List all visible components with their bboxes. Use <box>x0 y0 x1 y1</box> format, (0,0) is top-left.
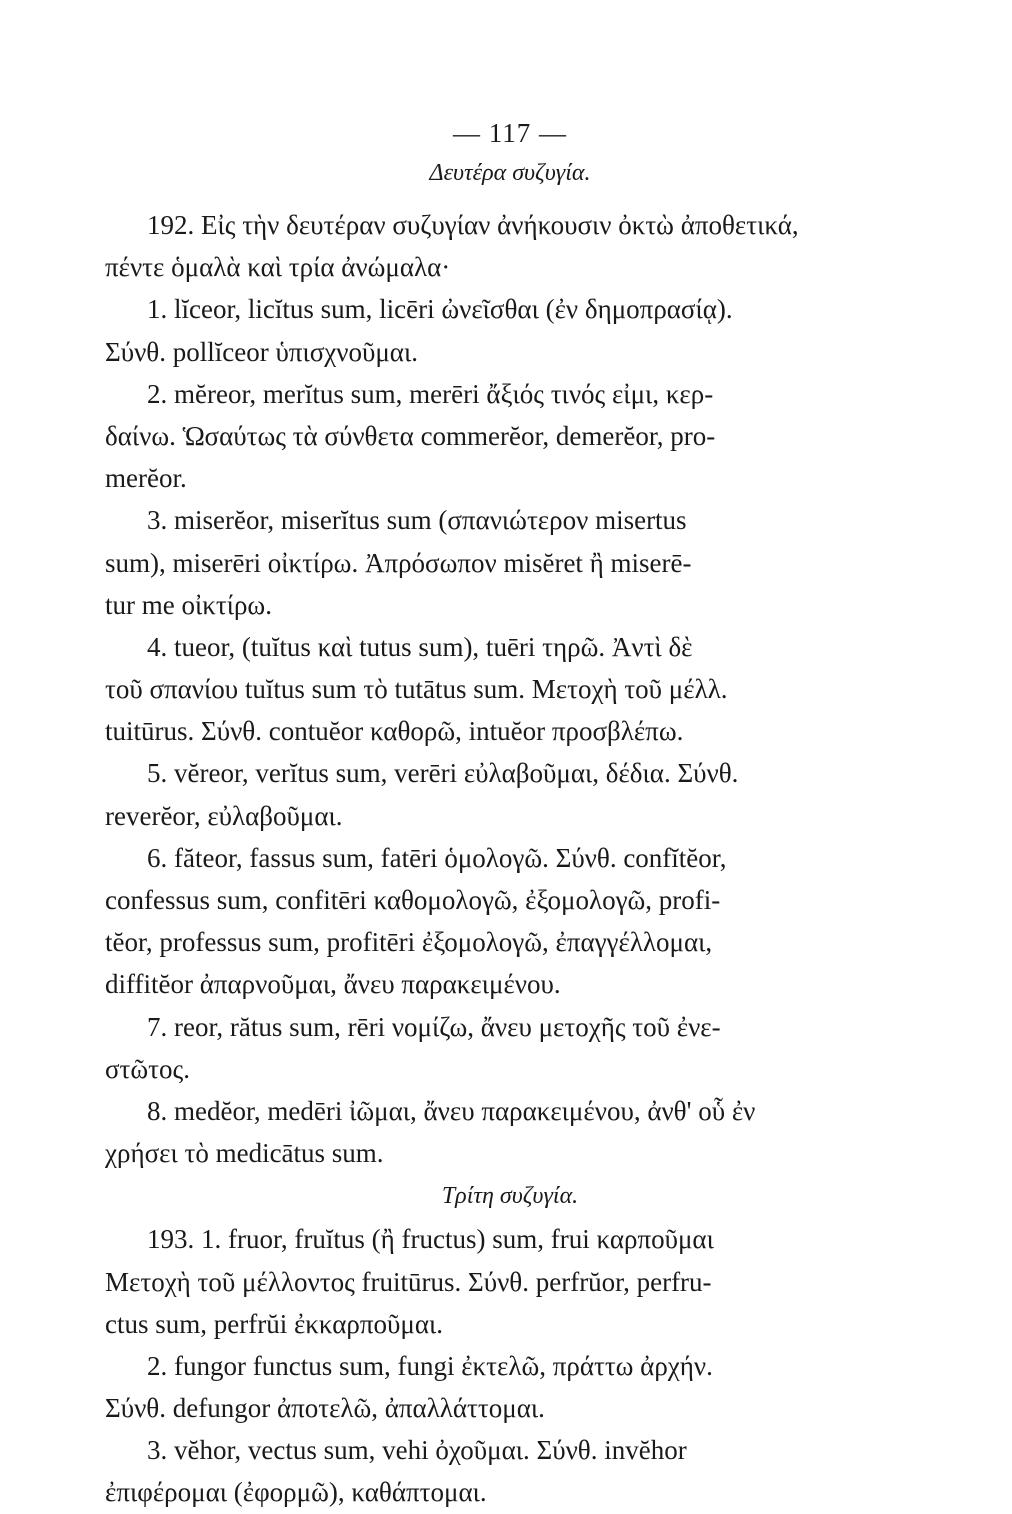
text-line: 193. 1. fruor, fruĭtus (ἢ fructus) sum, frui καρποῦμαι <box>147 1224 714 1255</box>
text-line: Μετοχὴ τοῦ μέλλοντος fruitūrus. Σύνθ. perfrŭor, perfru- <box>105 1266 712 1297</box>
text-line: sum), miserēri οἰκτίρω. Ἀπρόσωπον misĕret ἢ miserē- <box>105 547 692 578</box>
text-line: 2. mĕreor, merĭtus sum, merēri ἄξιός τινός εἰμι, κερ- <box>147 378 714 409</box>
text-line: 2. fungor functus sum, fungi ἐκτελῶ, πράττω ἀρχήν. <box>147 1350 713 1381</box>
text-line: ctus sum, perfrŭi ἐκκαρποῦμαι. <box>105 1308 444 1339</box>
text-line: confessus sum, confitēri καθομολογῶ, ἐξομολογῶ, profi- <box>105 885 721 915</box>
text-line: 5. vĕreor, verĭtus sum, verēri εὐλαβοῦμαι, δέδια. Σύνθ. <box>147 758 739 789</box>
text-line: tur me οἰκτίρω. <box>105 589 272 620</box>
book-page <box>105 118 915 1514</box>
text-line: 4. tueor, (tuĭtus καὶ tutus sum), tuēri τηρῶ. Ἀντὶ δὲ <box>147 631 693 662</box>
text-line: τοῦ σπανίου tuĭtus sum τὸ tutātus sum. Μετοχὴ τοῦ μέλλ. <box>105 674 728 705</box>
text-line: tĕor, professus sum, profitēri ἐξομολογῶ, ἐπαγγέλλομαι, <box>105 927 713 958</box>
text-line: δαίνω. Ὡσαύτως τὰ σύνθετα commerĕor, demerĕor, pro- <box>105 420 716 451</box>
text-line: 192. Εἰς τὴν δευτέραν συζυγίαν ἀνήκουσιν ὀκτὼ ἀποθετικά, <box>147 210 799 240</box>
text-line: 6. făteor, fassus sum, fatēri ὁμολογῶ. Σύνθ. confĭtĕor, <box>147 842 727 873</box>
text-line: ἐπιφέρομαι (ἐφορμῶ), καθάπτομαι. <box>105 1477 487 1508</box>
text-line: 3. miserĕor, miserĭtus sum (σπανιώτερον misertus <box>147 505 687 536</box>
second-conjugation-text <box>105 204 915 1174</box>
section-title-third-conjugation: Τρίτη συζυγία. <box>441 1183 579 1210</box>
text-line: στῶτος. <box>105 1053 190 1084</box>
text-line: Σύνθ. pollĭceor ὑπισχνοῦμαι. <box>105 336 418 367</box>
text-line: Σύνθ. defungor ἀποτελῶ, ἀπαλλάττομαι. <box>105 1393 545 1424</box>
text-line: 7. reor, rătus sum, rēri νομίζω, ἄνευ μετοχῆς τοῦ ἐνε- <box>147 1011 721 1042</box>
text-line: diffitĕor ἀπαρνοῦμαι, ἄνευ παρακειμένου. <box>105 969 561 1000</box>
text-line: 3. vĕhor, vectus sum, vehi ὀχοῦμαι. Σύνθ. invĕhor <box>147 1435 687 1466</box>
third-conjugation-text <box>105 1218 915 1513</box>
text-line: merĕor. <box>105 463 187 494</box>
text-line: 1. lĭceor, licĭtus sum, licēri ὠνεῖσθαι (ἐν δημοπρασίᾳ). <box>147 294 733 325</box>
text-line: 8. medĕor, medēri ἰῶμαι, ἄνευ παρακειμένου, ἀνθ' οὗ ἐν <box>147 1095 756 1126</box>
text-line: tuitūrus. Σύνθ. contuĕor καθορῶ, intuĕor προσβλέπω. <box>105 716 684 747</box>
text-line: χρήσει τὸ medicātus sum. <box>105 1138 384 1169</box>
text-line: reverĕor, εὐλαβοῦμαι. <box>105 800 343 831</box>
section-title-second-conjugation: Δευτέρα συζυγία. <box>429 160 591 186</box>
text-line: πέντε ὁμαλὰ καὶ τρία ἀνώμαλα· <box>105 252 451 283</box>
page-number: — 117 — <box>453 118 567 148</box>
